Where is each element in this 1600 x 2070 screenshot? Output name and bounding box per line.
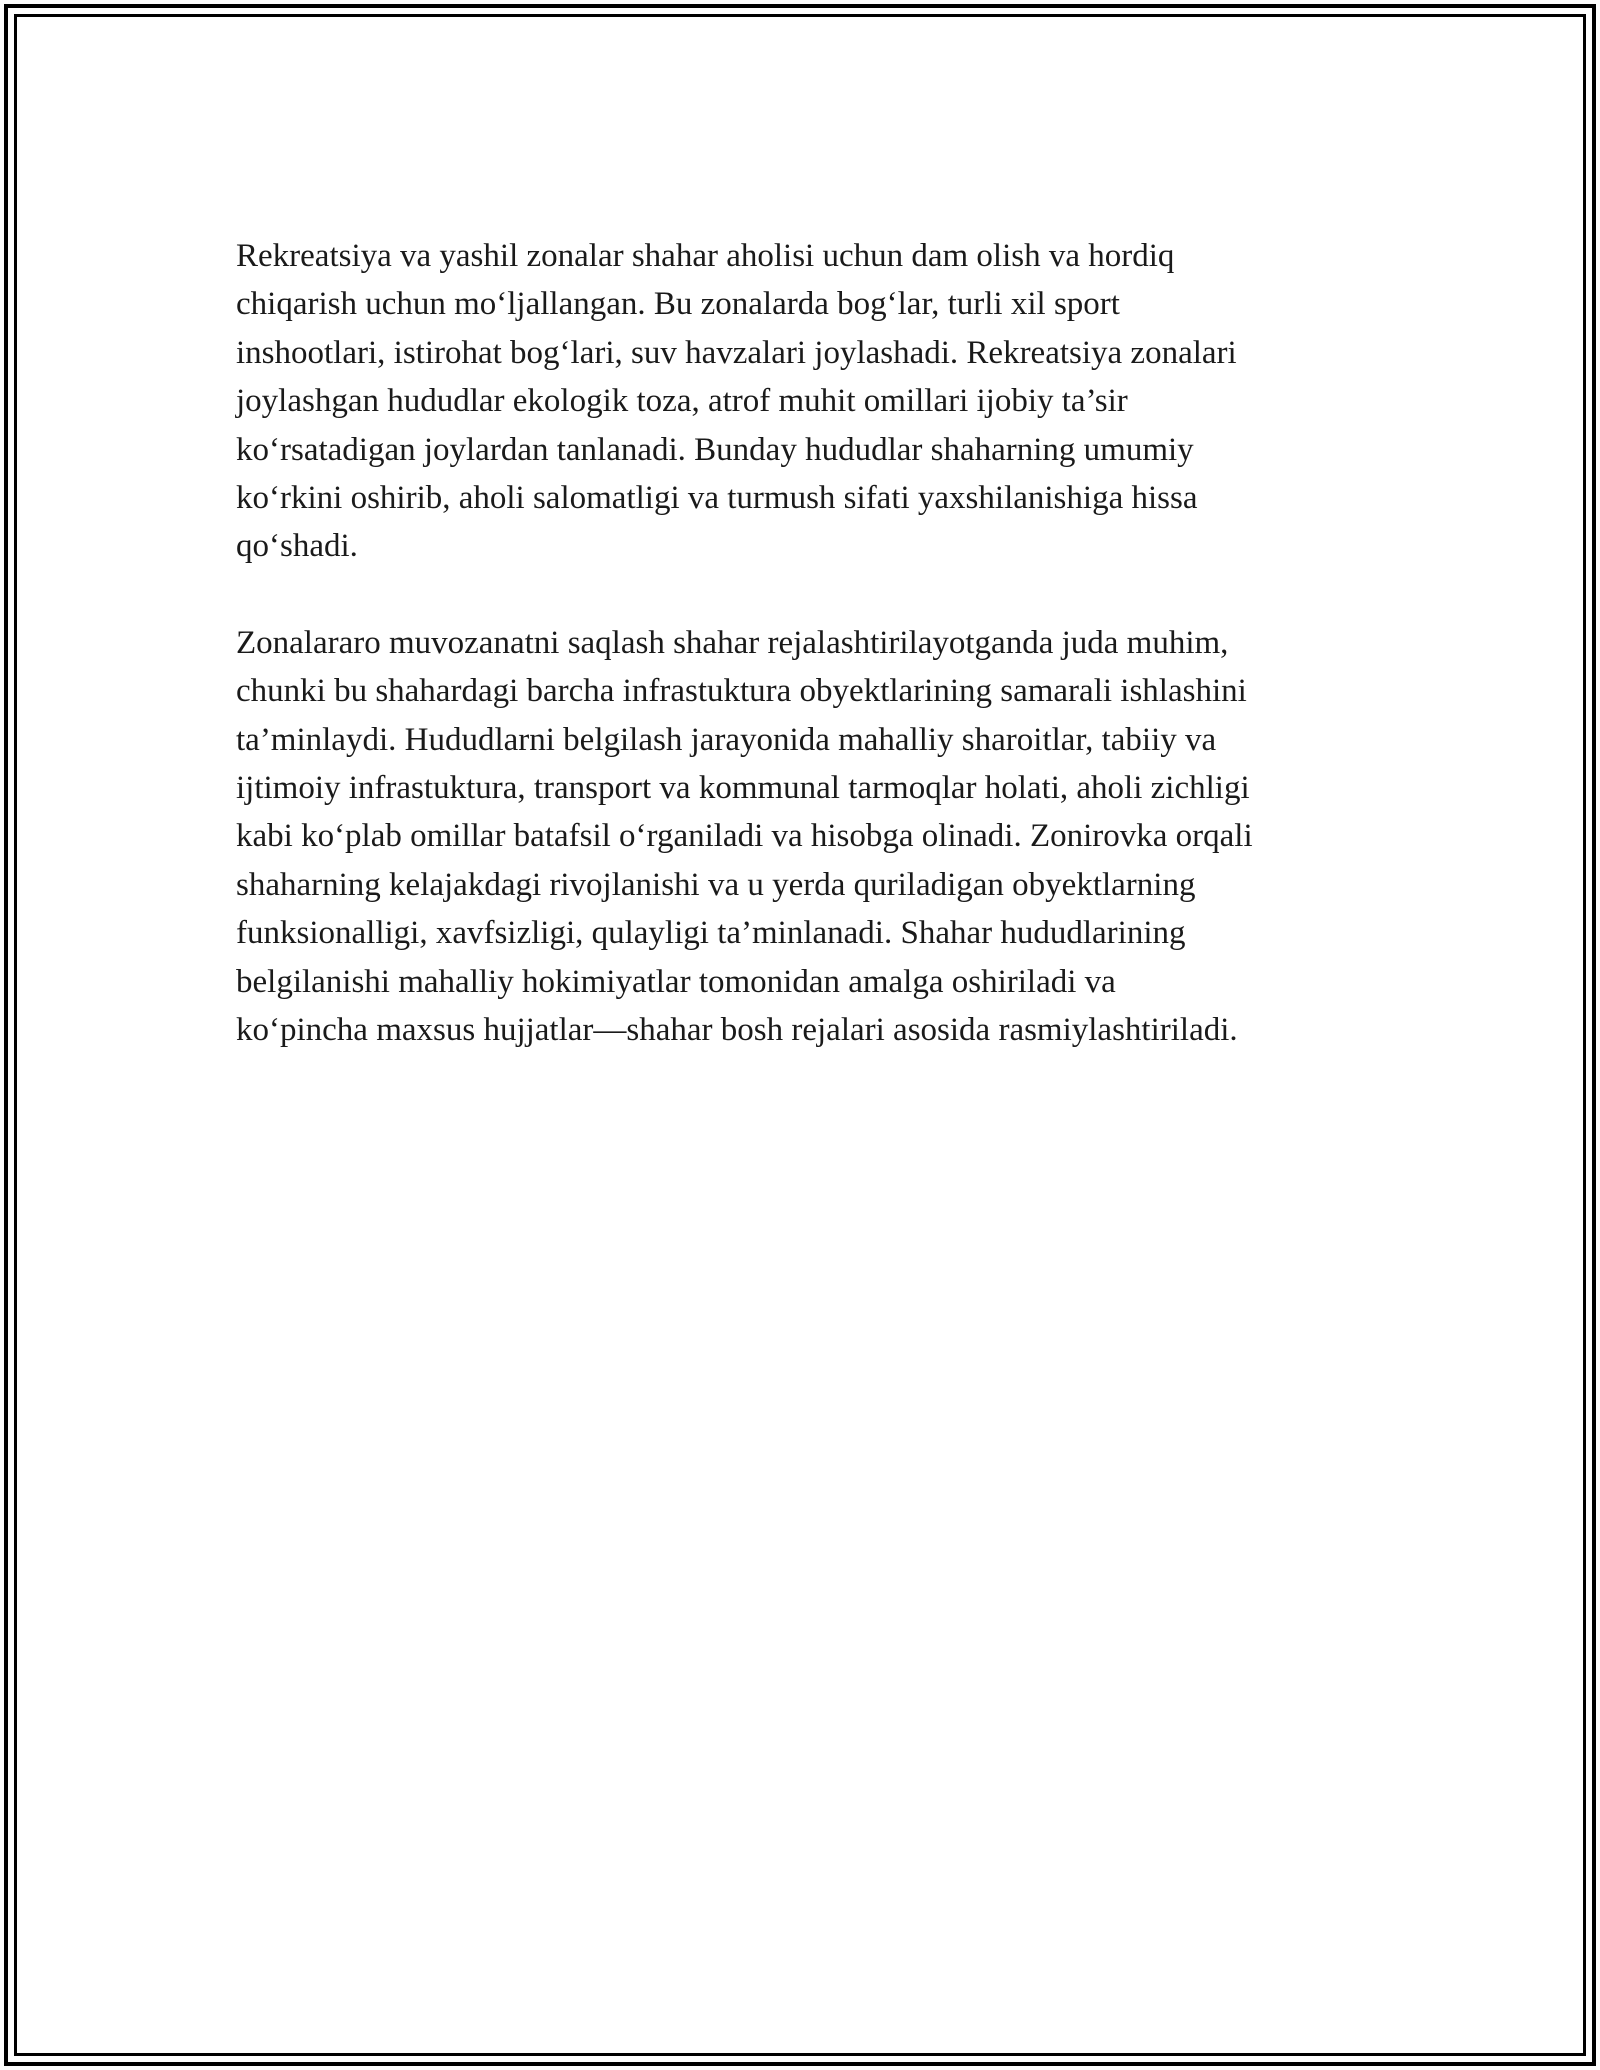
- text-line: qo‘shadi.: [236, 528, 358, 565]
- text-line: ko‘rkini oshirib, aholi salomatligi va turmush sifati yaxshilanishiga hissa: [236, 480, 1198, 517]
- document-body: [236, 232, 1376, 1103]
- text-line: ko‘rsatadigan joylardan tanlanadi. Bunday hududlar shaharning umumiy: [236, 431, 1194, 468]
- text-line: inshootlari, istirohat bog‘lari, suv havzalari joylashadi. Rekreatsiya zonalari: [236, 334, 1237, 371]
- text-line: shaharning kelajakdagi rivojlanishi va u yerda quriladigan obyektlarning: [236, 866, 1196, 903]
- text-line: ta’minlaydi. Hududlarni belgilash jarayonida mahalliy sharoitlar, tabiiy va: [236, 721, 1217, 758]
- text-line: joylashgan hududlar ekologik toza, atrof muhit omillari ijobiy ta’sir: [236, 383, 1128, 420]
- text-line: funksionalligi, xavfsizligi, qulayligi ta’minlanadi. Shahar hududlarining: [236, 915, 1186, 952]
- text-line: Rekreatsiya va yashil zonalar shahar aholisi uchun dam olish va hordiq: [236, 238, 1175, 274]
- paragraph-zoning-balance: [236, 619, 1376, 1055]
- text-line: Zonalararo muvozanatni saqlash shahar rejalashtirilayotganda juda muhim,: [236, 624, 1229, 661]
- text-line: ijtimoiy infrastuktura, transport va kommunal tarmoqlar holati, aholi zichligi: [236, 770, 1250, 807]
- paragraph-recreation-zones: [236, 232, 1376, 571]
- text-line: belgilanishi mahalliy hokimiyatlar tomonidan amalga oshiriladi va: [236, 963, 1116, 1000]
- text-line: ko‘pincha maxsus hujjatlar—shahar bosh rejalari asosida rasmiylashtiriladi.: [236, 1012, 1238, 1049]
- text-line: chunki bu shahardagi barcha infrastuktura obyektlarining samarali ishlashini: [236, 673, 1247, 710]
- text-line: chiqarish uchun mo‘ljallangan. Bu zonalarda bog‘lar, turli xil sport: [236, 286, 1120, 323]
- text-line: kabi ko‘plab omillar batafsil o‘rganiladi va hisobga olinadi. Zonirovka orqali: [236, 818, 1253, 855]
